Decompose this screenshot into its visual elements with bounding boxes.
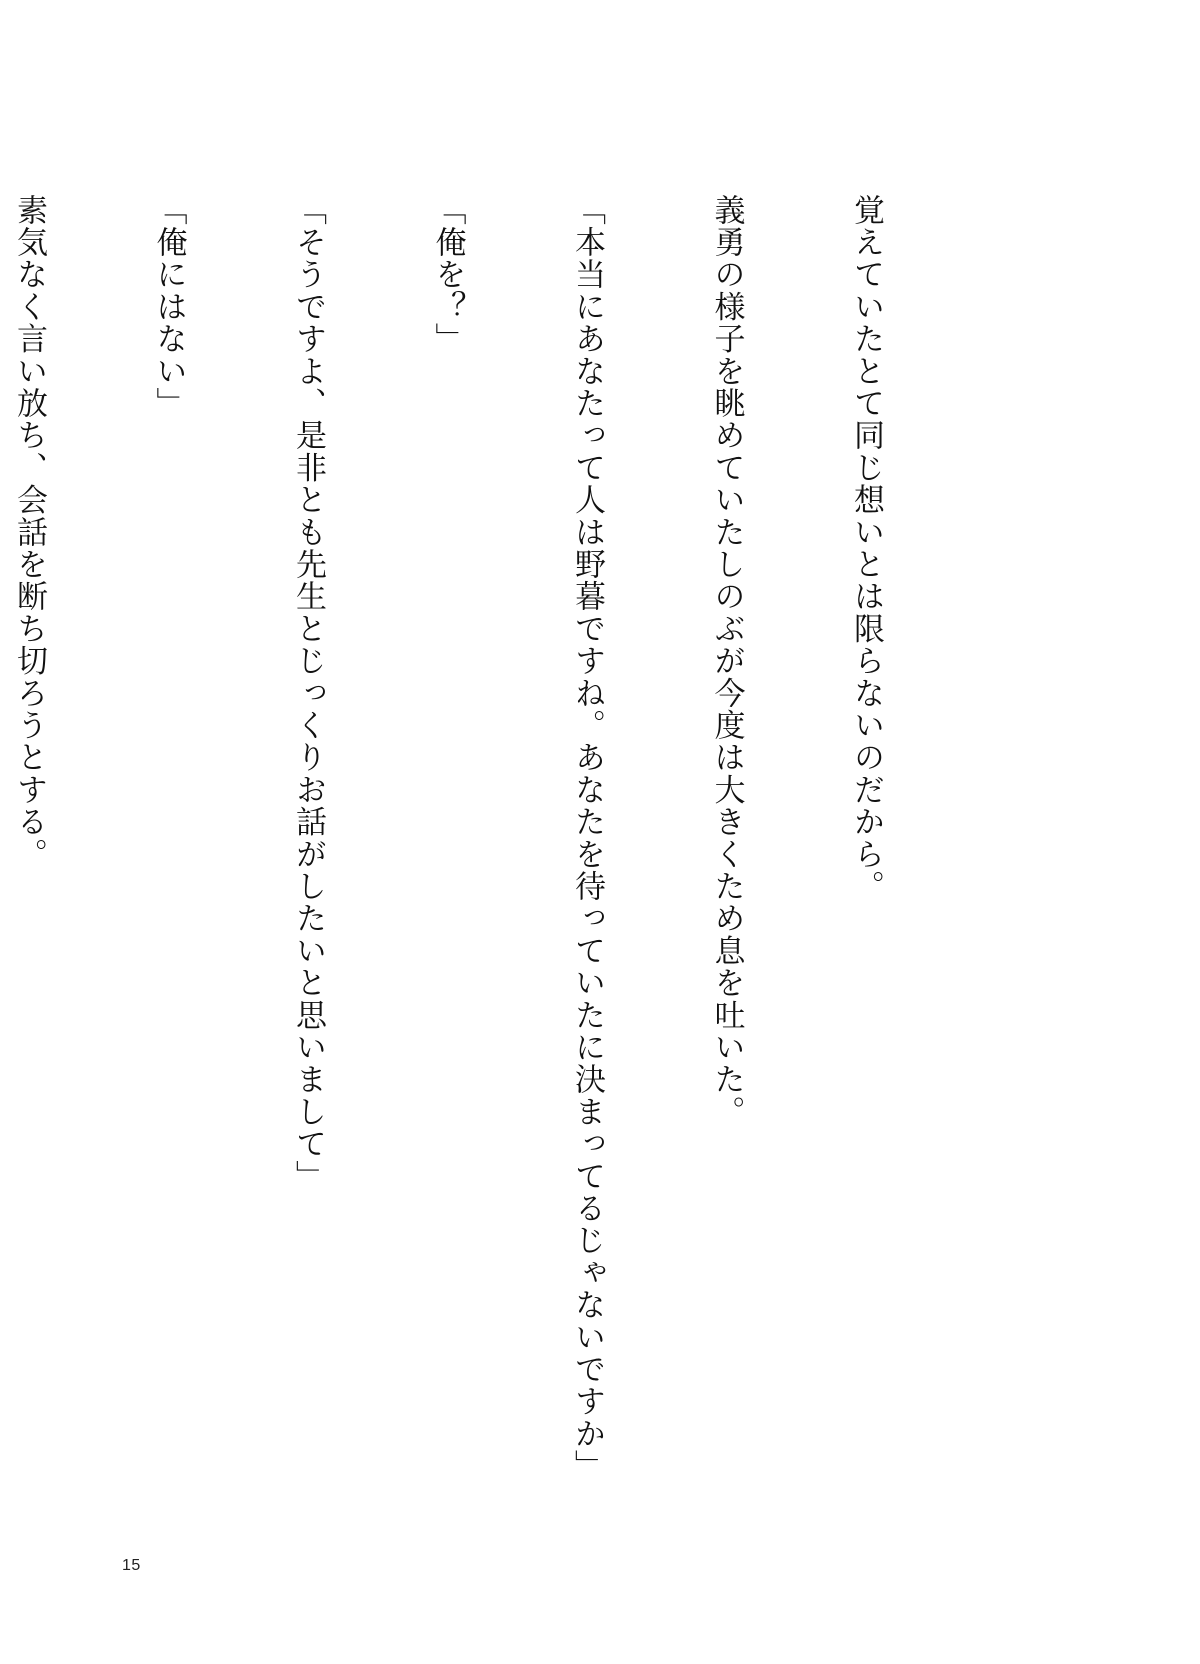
text-line: 覚えていたとて同じ想いとは限らないのだから。 [848,194,884,903]
text-line: 素気なく言い放ち、会話を断ち切ろうとする。 [11,194,47,871]
text-line: 「そうですよ、是非とも先生とじっくりお話がしたいと思いまして」 [290,194,326,1193]
text-line: 「本当にあなたって人は野暮ですね。あなたを待っていたに決まってるじゃないですか」 [569,194,605,1482]
text-line: 「俺を？」 [429,194,466,355]
text-line: 義勇の様子を眺めていたしのぶが今度は大きくため息を吐いた。 [708,194,745,1128]
vertical-body-text [0,194,982,1494]
page-number: 15 [122,1557,141,1574]
text-line: 「俺にはない」 [150,194,187,420]
